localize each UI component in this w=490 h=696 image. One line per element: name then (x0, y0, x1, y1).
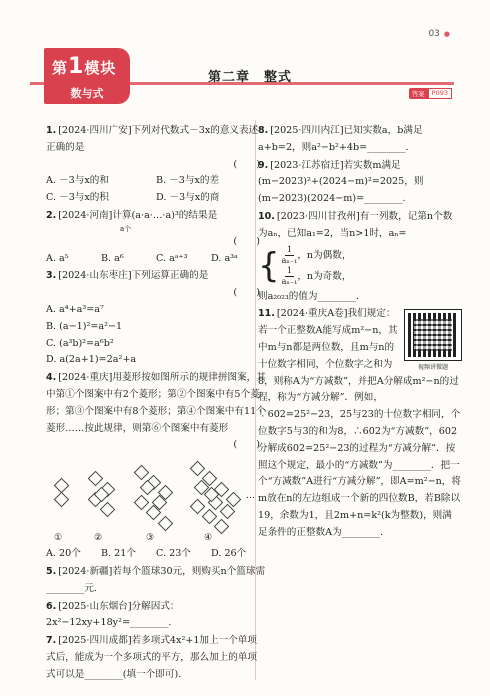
rhombus-tile (134, 464, 150, 480)
left-brace: { (258, 245, 280, 286)
answer-page-tag: 答案 P093 (409, 88, 452, 99)
rhombus-tile (158, 515, 174, 531)
question-1: 1. [2024·四川广安]下列对代数式－3x的意义表述正确的是 ( ) A. －3与x的和 B. －3与x的差 C. －3与x的积 D. －3与x的商 (46, 125, 260, 204)
left-column (46, 123, 266, 685)
question-11: 视频讲微题 11. [2024·重庆A卷]我们规定：若一个正整数A能写成m²−n，其中m与n都是两位数，且m与n的十位数字相同，个位数字之和为8，则称A为“方减数”，并把A分解成m²−n的过程，称为“方减分解”．例如，∵602=25²−23，25与23的十位数字相同，个位数字5与3的和为8，∴602为“方减数”，602分解成602=25²−23的过程为“方减分解”．按照这个规定，最小的“方减数”为________．把一个“方减数”A进行“方减分解”，即A=m²−n，将m放在n的左边组成一个新的四位数B，若B除以19，余数为1，且2m+n=k²(k为整数)，则满足条件的正整数A为________. (258, 308, 461, 538)
rhombus-tile (134, 495, 150, 511)
chapter-title: 第二章 整式 (207, 70, 292, 85)
question-10: 10. [2023·四川甘孜州]有一列数，记第n个数为aₙ，已知a₁=2，当n>1时，aₙ= { $\frac{1}{\text{aₙ₋₁}}$ ，n为偶数， $\frac{1}{\text{aₙ₋₁}}$ ，n为奇数， 则a₂₀₂₃的值为________. (258, 210, 453, 302)
right-column (258, 123, 461, 543)
rhombus-tile (88, 471, 104, 487)
question-8: 8. [2025·四川内江]已知实数a，b满足a+b=2，则a²−b²+4b=________. (258, 125, 423, 153)
rhombus-tile (100, 502, 116, 518)
question-2: 2. [2024·河南]计算(a·a·…·a)³的结果是 a个 ( ) A. a⁵ B. a⁶ C. aᵃ⁺³ D. a³ᵃ (46, 209, 260, 264)
question-6: 6. [2025·山东烟台]分解因式：2x²−12xy+18y²=________. (46, 600, 180, 629)
question-3: 3. [2024·山东枣庄]下列运算正确的是 ( ) A. a⁴+a³=a⁷ B. (a−1)²=a²−1 C. (a³b)²=a⁶b² D. a(2a+1)=2a²+a (46, 270, 260, 366)
question-9: 9. [2023·江苏宿迁]若实数m满足(m−2023)²+(2024−m)²=2025，则(m−2023)(2024−m)=________. (258, 159, 424, 205)
rhombus-tile (190, 461, 206, 477)
qr-label: 视频讲微题 (417, 364, 448, 372)
rhombus-tile (202, 509, 218, 525)
rhombus-pattern-figure: ① ② ③ ④ … (46, 458, 266, 546)
rhombus-tile (214, 519, 230, 535)
rhombus-tile (190, 498, 206, 514)
module-subtitle: 数与式 (70, 87, 104, 100)
question-5: 5. [2024·新疆]若每个篮球30元，则购买n个篮球需________元. (46, 565, 266, 594)
question-4: 4. [2024·重庆]用菱形按如图所示的规律拼图案，其中第①个图案中有2个菱形；第②个图案中有5个菱形；第③个图案中有8个菱形；第④个图案中有11个菱形……按此规律，则第⑥个图案中有菱形 ( ) ① ② ③ ④ … A. 20个 B. 21个 C. 23个 D. 26个 (46, 372, 266, 560)
page-number: 03 ● (428, 29, 450, 39)
module-badge: 第1模块 数与式 (44, 48, 130, 104)
rhombus-tile (54, 492, 70, 508)
question-7: 7. [2025·四川成都]若多项式4x²+1加上一个单项式后，能成为一个多项式的平方，那么加上的单项式可以是________(填一个即可). (46, 635, 258, 680)
qr-code-icon[interactable] (405, 310, 461, 360)
